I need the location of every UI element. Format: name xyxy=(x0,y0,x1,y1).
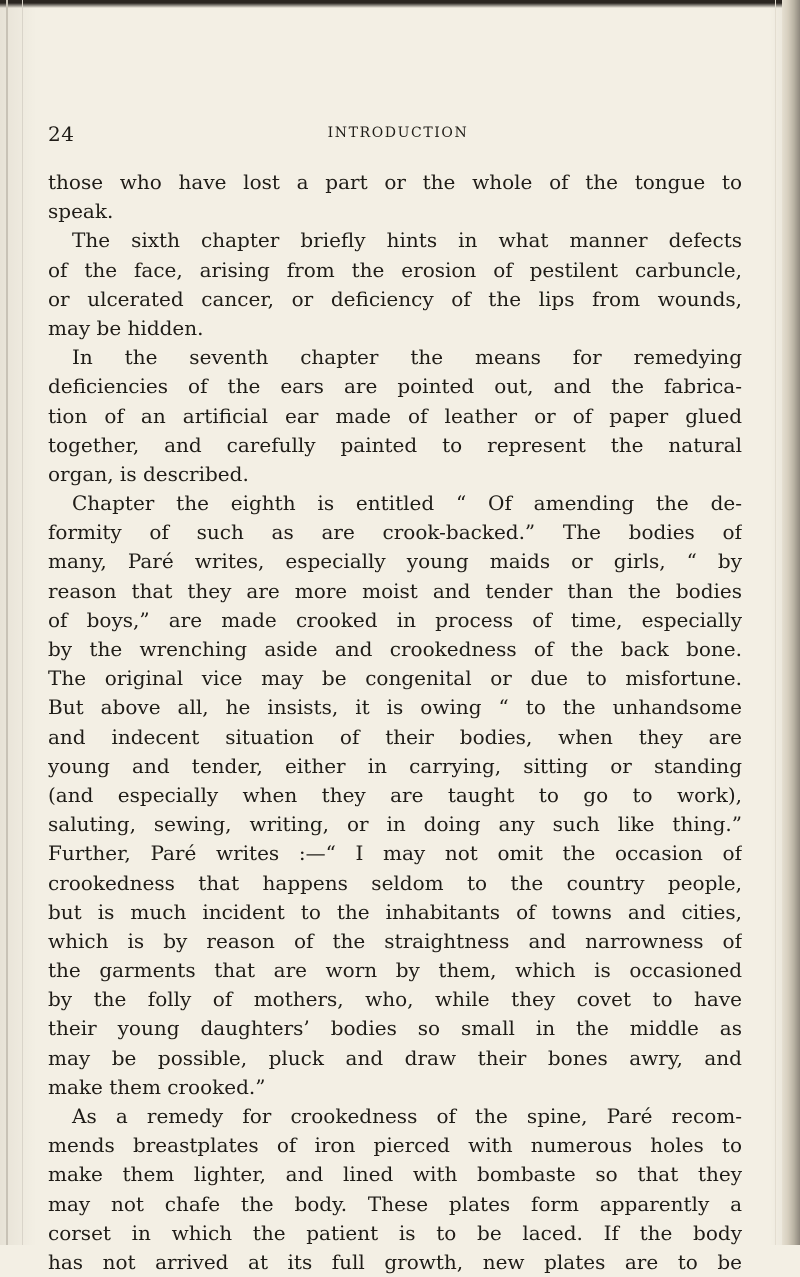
text-line: tion of an artificial ear made of leather or of paper glued xyxy=(48,403,742,428)
text-line: saluting, sewing, writing, or in doing any such like thing.” xyxy=(48,812,742,837)
text-line: together, and carefully painted to represent the natural xyxy=(48,432,742,457)
text-line: the garments that are worn by them, which is occasioned xyxy=(48,958,742,983)
text-line: may be hidden. xyxy=(48,315,204,340)
body-text xyxy=(48,168,742,1277)
text-line: those who have lost a part or the whole of the tongue to xyxy=(48,170,742,194)
page-number: 24 xyxy=(48,122,75,146)
text-line: or ulcerated cancer, or deficiency of the lips from wounds, xyxy=(48,286,742,311)
text-line: many, Paré writes, especially young maids or girls, “ by xyxy=(48,549,742,574)
text-line: which is by reason of the straightness and narrowness of xyxy=(48,928,742,953)
text-line: In the seventh chapter the means for remedying xyxy=(72,345,742,370)
text-line: Chapter the eighth is entitled “ Of amending the de- xyxy=(72,491,742,516)
text-line: their young daughters’ bodies so small in the middle as xyxy=(48,1016,742,1041)
text-line: may be possible, pluck and draw their bones awry, and xyxy=(48,1045,742,1070)
text-line: by the folly of mothers, who, while they covet to have xyxy=(48,987,742,1012)
page-header xyxy=(48,122,748,152)
text-line: reason that they are more moist and tender than the bodies xyxy=(48,578,742,603)
text-line: speak. xyxy=(48,199,114,224)
text-line: young and tender, either in carrying, sitting or standing xyxy=(48,753,742,778)
text-line: corset in which the patient is to be laced. If the body xyxy=(48,1220,742,1245)
text-line: formity of such as are crook-backed.” The bodies of xyxy=(48,520,742,545)
running-head: INTRODUCTION xyxy=(327,125,469,141)
text-line: by the wrenching aside and crookedness of the back bone. xyxy=(48,637,742,661)
left-inner-rule xyxy=(22,0,23,1245)
right-inner-rule xyxy=(775,0,776,1245)
text-line: mends breastplates of iron pierced with numerous holes to xyxy=(48,1133,742,1158)
text-line: of the face, arising from the erosion of pestilent carbuncle, xyxy=(48,257,742,282)
text-line: but is much incident to the inhabitants of towns and cities, xyxy=(48,899,742,924)
text-line: Further, Paré writes :—“ I may not omit the occasion of xyxy=(48,841,742,866)
left-binding-line xyxy=(6,0,8,1245)
text-line: and indecent situation of their bodies, when they are xyxy=(48,724,742,749)
text-line: organ, is described. xyxy=(48,461,249,486)
text-line: The sixth chapter briefly hints in what manner defects xyxy=(72,228,742,253)
text-line: may not chafe the body. These plates form apparently a xyxy=(48,1191,742,1216)
text-line: of boys,” are made crooked in process of time, especially xyxy=(48,607,742,632)
text-line: The original vice may be congenital or due to misfortune. xyxy=(48,666,742,691)
text-line: make them crooked.” xyxy=(48,1074,266,1099)
text-line: make them lighter, and lined with bombaste so that they xyxy=(48,1162,742,1187)
right-page-edge xyxy=(782,0,800,1245)
text-line: crookedness that happens seldom to the country people, xyxy=(48,870,742,895)
text-line: has not arrived at its full growth, new plates are to be xyxy=(48,1249,742,1274)
top-edge-rule xyxy=(0,0,800,8)
text-line: As a remedy for crookedness of the spine, Paré recom- xyxy=(72,1104,742,1128)
text-line: (and especially when they are taught to go to work), xyxy=(48,782,742,807)
text-line: deficiencies of the ears are pointed out, and the fabrica- xyxy=(48,374,742,399)
text-line: But above all, he insists, it is owing “ to the unhandsome xyxy=(48,695,742,720)
